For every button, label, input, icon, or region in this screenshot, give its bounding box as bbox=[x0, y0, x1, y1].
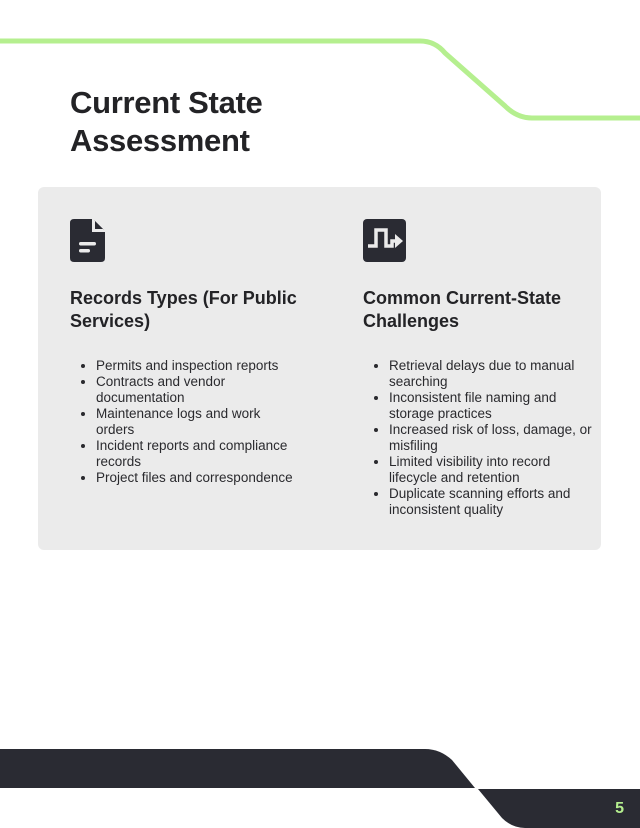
column-heading: Common Current-State Challenges bbox=[363, 288, 562, 331]
title-line-2: Assessment bbox=[70, 123, 250, 158]
challenges-list bbox=[363, 358, 593, 518]
document-icon bbox=[70, 219, 105, 262]
list-item: • Duplicate scanning efforts and inconsistent quality bbox=[389, 486, 593, 518]
path-arrow-icon bbox=[363, 219, 406, 262]
challenges-column bbox=[363, 219, 593, 518]
page-number: 5 bbox=[615, 800, 624, 817]
list-item: • Project files and correspondence bbox=[96, 470, 300, 486]
list-item: • Maintenance logs and work orders bbox=[96, 406, 300, 438]
list-item: • Limited visibility into record lifecycle and retention bbox=[389, 454, 593, 486]
list-item: • Inconsistent file naming and storage practices bbox=[389, 390, 593, 422]
list-item: • Incident reports and compliance records bbox=[96, 438, 300, 470]
list-item: • Retrieval delays due to manual searching bbox=[389, 358, 593, 390]
list-item: • Permits and inspection reports bbox=[96, 358, 300, 374]
list-item: • Contracts and vendor documentation bbox=[96, 374, 300, 406]
records-types-column bbox=[70, 219, 300, 486]
records-list bbox=[70, 358, 300, 486]
content-card bbox=[38, 187, 601, 550]
title-line-1: Current State bbox=[70, 85, 263, 120]
footer-band-upper bbox=[0, 749, 475, 788]
column-heading: Records Types (For Public Services) bbox=[70, 288, 297, 331]
page-title bbox=[70, 84, 262, 160]
list-item: • Increased risk of loss, damage, or misfiling bbox=[389, 422, 593, 454]
